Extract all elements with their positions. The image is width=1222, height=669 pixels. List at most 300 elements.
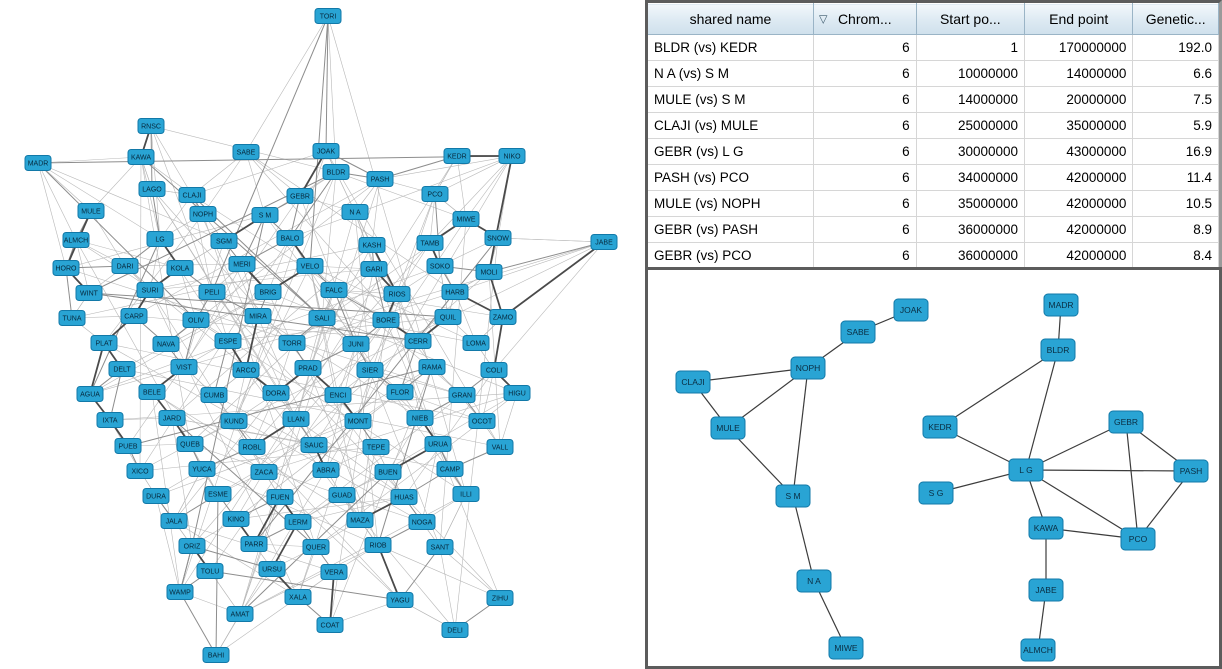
column-header-label: Chrom...: [837, 11, 892, 27]
svg-text:MIWE: MIWE: [456, 216, 476, 224]
svg-text:GUAD: GUAD: [331, 492, 353, 500]
network-node[interactable]: [295, 361, 321, 376]
cell-shared-name[interactable]: GEBR (vs) PASH: [648, 217, 813, 243]
svg-text:N A: N A: [807, 575, 821, 586]
network-node[interactable]: [252, 208, 278, 223]
svg-text:NAVA: NAVA: [156, 341, 176, 349]
cell-shared-name[interactable]: PASH (vs) PCO: [648, 165, 813, 191]
network-node[interactable]: [285, 515, 311, 530]
network-node[interactable]: [201, 388, 227, 403]
svg-text:NOPH: NOPH: [795, 362, 821, 373]
network-node[interactable]: [329, 488, 355, 503]
svg-text:SNOW: SNOW: [487, 235, 509, 243]
svg-text:JABE: JABE: [1035, 584, 1057, 595]
svg-text:CLAJI: CLAJI: [182, 192, 202, 200]
svg-text:KUND: KUND: [224, 418, 244, 426]
network-node[interactable]: [422, 187, 448, 202]
svg-text:VIST: VIST: [176, 364, 192, 372]
network-node[interactable]: [504, 386, 530, 401]
network-node[interactable]: [384, 287, 410, 302]
network-node[interactable]: [425, 437, 451, 452]
svg-text:HORO: HORO: [55, 265, 77, 273]
network-node[interactable]: [128, 150, 154, 165]
svg-text:HARB: HARB: [445, 289, 465, 297]
cell-shared-name[interactable]: BLDR (vs) KEDR: [648, 35, 813, 61]
network-node[interactable]: [109, 362, 135, 377]
network-node[interactable]: [313, 463, 339, 478]
network-node[interactable]: [267, 490, 293, 505]
cell-value[interactable]: 6: [813, 113, 916, 139]
cell-value[interactable]: 11.4: [1133, 165, 1219, 191]
network-node[interactable]: [239, 440, 265, 455]
svg-text:PARR: PARR: [244, 541, 264, 549]
cell-value[interactable]: 6: [813, 217, 916, 243]
svg-text:ALMCH: ALMCH: [1023, 644, 1053, 655]
svg-text:MADR: MADR: [27, 160, 49, 168]
network-node[interactable]: [469, 414, 495, 429]
cell-value[interactable]: 6: [813, 61, 916, 87]
cell-value[interactable]: 6: [813, 87, 916, 113]
svg-text:GARI: GARI: [365, 266, 383, 274]
cell-value[interactable]: 10.5: [1133, 191, 1219, 217]
svg-text:PELI: PELI: [204, 289, 220, 297]
network-node[interactable]: [78, 204, 104, 219]
svg-text:KAWA: KAWA: [130, 154, 152, 162]
svg-text:JABE: JABE: [595, 239, 613, 247]
svg-text:MAZA: MAZA: [350, 517, 370, 525]
network-node[interactable]: [77, 387, 103, 402]
network-node[interactable]: [347, 513, 373, 528]
svg-text:BALO: BALO: [280, 235, 300, 243]
svg-text:SURI: SURI: [141, 287, 159, 295]
table-row[interactable]: [648, 243, 1219, 269]
cell-value[interactable]: 30000000: [916, 139, 1024, 165]
network-node[interactable]: [233, 363, 259, 378]
svg-text:CAMP: CAMP: [439, 466, 461, 474]
network-node[interactable]: [199, 285, 225, 300]
svg-text:NIEB: NIEB: [411, 415, 429, 423]
network-node[interactable]: [365, 538, 391, 553]
network-node[interactable]: [221, 414, 247, 429]
svg-text:ZACA: ZACA: [254, 469, 274, 477]
network-node[interactable]: [197, 564, 223, 579]
network-node[interactable]: [25, 156, 51, 171]
network-node[interactable]: [203, 648, 229, 663]
cell-value[interactable]: 42000000: [1025, 217, 1133, 243]
svg-text:SABE: SABE: [236, 149, 256, 157]
svg-text:SABE: SABE: [846, 326, 870, 337]
network-node[interactable]: [177, 437, 203, 452]
svg-text:LOMA: LOMA: [466, 340, 486, 348]
network-node[interactable]: [361, 262, 387, 277]
svg-text:ZIHU: ZIHU: [491, 595, 509, 603]
cell-value[interactable]: 7.5: [1133, 87, 1219, 113]
svg-text:MIRA: MIRA: [249, 313, 267, 321]
network-node[interactable]: [303, 540, 329, 555]
subnetwork-node[interactable]: [923, 416, 957, 438]
cell-shared-name[interactable]: N A (vs) S M: [648, 61, 813, 87]
cell-shared-name[interactable]: GEBR (vs) PCO: [648, 243, 813, 269]
network-node[interactable]: [375, 465, 401, 480]
svg-text:ESME: ESME: [208, 491, 228, 499]
network-node[interactable]: [342, 205, 368, 220]
svg-text:JARD: JARD: [162, 415, 182, 423]
column-header-2[interactable]: [813, 4, 916, 35]
network-node[interactable]: [167, 585, 193, 600]
network-node[interactable]: [233, 145, 259, 160]
svg-text:KASH: KASH: [362, 242, 382, 250]
network-node[interactable]: [143, 489, 169, 504]
network-node[interactable]: [323, 165, 349, 180]
network-node[interactable]: [487, 440, 513, 455]
svg-text:KEDR: KEDR: [447, 153, 467, 161]
cell-value[interactable]: 6: [813, 35, 916, 61]
subnetwork-node[interactable]: [1041, 339, 1075, 361]
network-node[interactable]: [76, 286, 102, 301]
svg-text:BAHI: BAHI: [207, 652, 225, 660]
subnetwork-node[interactable]: [676, 371, 710, 393]
network-node[interactable]: [476, 265, 502, 280]
cell-value[interactable]: 43000000: [1025, 139, 1133, 165]
svg-text:COAT: COAT: [320, 622, 340, 630]
edge-table[interactable]: [648, 3, 1219, 295]
svg-text:RNSC: RNSC: [141, 123, 161, 131]
svg-text:XICO: XICO: [131, 468, 149, 476]
cell-shared-name[interactable]: MULE (vs) S M: [648, 87, 813, 113]
network-node[interactable]: [417, 236, 443, 251]
svg-text:SOKO: SOKO: [429, 263, 451, 271]
svg-text:S G: S G: [928, 487, 944, 498]
svg-text:VERA: VERA: [324, 569, 344, 577]
cell-value[interactable]: 6: [813, 139, 916, 165]
subnetwork-node[interactable]: [841, 321, 875, 343]
subnetwork-node[interactable]: [1009, 459, 1043, 481]
cell-value[interactable]: 35000000: [916, 191, 1024, 217]
network-node[interactable]: [121, 309, 147, 324]
network-node[interactable]: [437, 462, 463, 477]
svg-text:MERI: MERI: [233, 261, 251, 269]
svg-text:MULE: MULE: [81, 208, 101, 216]
svg-text:ABRA: ABRA: [316, 467, 336, 475]
subnetwork-node[interactable]: [1109, 411, 1143, 433]
cell-value[interactable]: 1: [916, 35, 1024, 61]
network-node[interactable]: [481, 363, 507, 378]
cell-value[interactable]: 16.9: [1133, 139, 1219, 165]
svg-text:S M: S M: [785, 490, 801, 501]
subnetwork-node[interactable]: [1121, 528, 1155, 550]
svg-text:N A: N A: [349, 209, 361, 217]
svg-text:RIOB: RIOB: [369, 542, 387, 550]
svg-text:OLIV: OLIV: [188, 317, 204, 325]
network-node[interactable]: [53, 261, 79, 276]
subnetwork-node[interactable]: [1021, 639, 1055, 661]
subnetwork-node[interactable]: [1174, 460, 1208, 482]
network-node[interactable]: [167, 261, 193, 276]
network-node[interactable]: [147, 232, 173, 247]
svg-text:KINO: KINO: [227, 516, 245, 524]
svg-text:MADR: MADR: [1048, 299, 1074, 310]
cell-value[interactable]: 34000000: [916, 165, 1024, 191]
network-node[interactable]: [159, 411, 185, 426]
cell-value[interactable]: 20000000: [1025, 87, 1133, 113]
network-node[interactable]: [409, 515, 435, 530]
cell-value[interactable]: 36000000: [916, 217, 1024, 243]
table-row[interactable]: [648, 139, 1219, 165]
cell-value[interactable]: 14000000: [916, 87, 1024, 113]
svg-text:VALL: VALL: [491, 444, 509, 452]
network-node[interactable]: [485, 231, 511, 246]
cell-value[interactable]: 6: [813, 243, 916, 269]
network-node[interactable]: [112, 259, 138, 274]
network-node[interactable]: [405, 334, 431, 349]
column-header-3[interactable]: [916, 4, 1024, 35]
network-node[interactable]: [487, 591, 513, 606]
cell-value[interactable]: 42000000: [1025, 165, 1133, 191]
network-node[interactable]: [139, 385, 165, 400]
svg-text:AGUA: AGUA: [80, 391, 100, 399]
network-node[interactable]: [317, 618, 343, 633]
network-node[interactable]: [301, 438, 327, 453]
svg-text:ILLI: ILLI: [460, 491, 472, 499]
table-row[interactable]: [648, 217, 1219, 243]
table-row[interactable]: [648, 113, 1219, 139]
cell-value[interactable]: 5.9: [1133, 113, 1219, 139]
network-node[interactable]: [255, 285, 281, 300]
network-node[interactable]: [387, 593, 413, 608]
cell-value[interactable]: 8.4: [1133, 243, 1219, 269]
svg-text:TOLU: TOLU: [200, 568, 220, 576]
network-node[interactable]: [419, 360, 445, 375]
network-node[interactable]: [153, 337, 179, 352]
cell-value[interactable]: 8.9: [1133, 217, 1219, 243]
filter-icon[interactable]: ▽: [818, 13, 828, 26]
subnetwork-node[interactable]: [1029, 579, 1063, 601]
subnetwork-node[interactable]: [797, 570, 831, 592]
network-node[interactable]: [171, 360, 197, 375]
subnetwork-node[interactable]: [829, 637, 863, 659]
cell-shared-name[interactable]: CLAJI (vs) MULE: [648, 113, 813, 139]
svg-text:QUIL: QUIL: [439, 314, 457, 322]
cell-value[interactable]: 6: [813, 165, 916, 191]
subnetwork-node[interactable]: [919, 482, 953, 504]
network-node[interactable]: [285, 590, 311, 605]
cell-value[interactable]: 42000000: [1025, 191, 1133, 217]
network-node[interactable]: [490, 310, 516, 325]
network-node[interactable]: [245, 309, 271, 324]
table-row[interactable]: [648, 87, 1219, 113]
subnetwork-canvas[interactable]: [648, 270, 1219, 666]
cell-value[interactable]: 42000000: [1025, 243, 1133, 269]
network-node[interactable]: [59, 311, 85, 326]
network-node[interactable]: [499, 149, 525, 164]
table-row[interactable]: [648, 61, 1219, 87]
network-node[interactable]: [138, 119, 164, 134]
network-node[interactable]: [357, 363, 383, 378]
network-node[interactable]: [189, 462, 215, 477]
network-node[interactable]: [183, 313, 209, 328]
network-node[interactable]: [367, 172, 393, 187]
subnetwork-node[interactable]: [1044, 294, 1078, 316]
network-node[interactable]: [97, 413, 123, 428]
network-node[interactable]: [315, 9, 341, 24]
network-node[interactable]: [297, 259, 323, 274]
svg-text:ENCI: ENCI: [329, 392, 347, 400]
svg-text:MULE: MULE: [716, 422, 740, 433]
network-node[interactable]: [223, 512, 249, 527]
table-body[interactable]: [648, 35, 1219, 295]
network-node[interactable]: [387, 385, 413, 400]
network-node[interactable]: [259, 562, 285, 577]
network-node[interactable]: [229, 257, 255, 272]
subnetwork-view[interactable]: [645, 267, 1222, 669]
network-node[interactable]: [453, 487, 479, 502]
svg-text:JOAK: JOAK: [899, 304, 923, 315]
network-node[interactable]: [283, 412, 309, 427]
svg-text:DORA: DORA: [265, 390, 287, 398]
svg-text:PLAT: PLAT: [95, 340, 113, 348]
svg-text:XALA: XALA: [289, 594, 307, 602]
network-node[interactable]: [279, 336, 305, 351]
table-row[interactable]: [648, 165, 1219, 191]
svg-text:PUEB: PUEB: [118, 443, 138, 451]
cell-value[interactable]: 36000000: [916, 243, 1024, 269]
svg-text:DURA: DURA: [146, 493, 166, 501]
network-node[interactable]: [407, 411, 433, 426]
subnetwork-node[interactable]: [791, 357, 825, 379]
network-node[interactable]: [215, 334, 241, 349]
network-node[interactable]: [321, 283, 347, 298]
column-header-4[interactable]: [1025, 4, 1133, 35]
network-node[interactable]: [391, 490, 417, 505]
network-node[interactable]: [251, 465, 277, 480]
table-header-row[interactable]: [648, 4, 1219, 35]
svg-text:TAMB: TAMB: [420, 240, 440, 248]
network-node[interactable]: [115, 439, 141, 454]
network-node[interactable]: [205, 487, 231, 502]
cell-value[interactable]: 35000000: [1025, 113, 1133, 139]
svg-text:QUEB: QUEB: [180, 441, 200, 449]
table-row[interactable]: [648, 35, 1219, 61]
network-node[interactable]: [463, 336, 489, 351]
network-node[interactable]: [449, 388, 475, 403]
network-node[interactable]: [127, 464, 153, 479]
edge-table-panel[interactable]: [645, 0, 1222, 267]
cell-value[interactable]: 192.0: [1133, 35, 1219, 61]
cell-value[interactable]: 6: [813, 191, 916, 217]
svg-text:KEDR: KEDR: [928, 421, 952, 432]
network-node[interactable]: [179, 539, 205, 554]
svg-text:SIER: SIER: [361, 367, 379, 375]
column-header-label: Start po...: [939, 11, 1001, 27]
network-node[interactable]: [137, 283, 163, 298]
svg-text:HIGU: HIGU: [508, 390, 526, 398]
network-node[interactable]: [444, 149, 470, 164]
network-node[interactable]: [325, 388, 351, 403]
network-node[interactable]: [63, 233, 89, 248]
svg-text:RAMA: RAMA: [421, 364, 443, 372]
svg-text:URUA: URUA: [428, 441, 448, 449]
network-node[interactable]: [309, 311, 335, 326]
svg-text:DELI: DELI: [447, 627, 463, 635]
network-node[interactable]: [91, 336, 117, 351]
network-node[interactable]: [139, 182, 165, 197]
network-node[interactable]: [277, 231, 303, 246]
svg-text:TORR: TORR: [282, 340, 302, 348]
svg-text:FALC: FALC: [325, 287, 343, 295]
cell-value[interactable]: 14000000: [1025, 61, 1133, 87]
svg-text:PCO: PCO: [1128, 533, 1148, 544]
network-node[interactable]: [345, 414, 371, 429]
column-header-label: shared name: [689, 11, 772, 27]
network-node[interactable]: [442, 623, 468, 638]
cell-value[interactable]: 170000000: [1025, 35, 1133, 61]
network-node[interactable]: [211, 234, 237, 249]
network-node[interactable]: [321, 565, 347, 580]
svg-text:AMAT: AMAT: [230, 611, 250, 619]
column-header-5[interactable]: [1133, 4, 1219, 35]
subnetwork-edges: [693, 305, 1191, 650]
network-node[interactable]: [343, 337, 369, 352]
network-node[interactable]: [435, 310, 461, 325]
network-node[interactable]: [427, 540, 453, 555]
network-node[interactable]: [313, 144, 339, 159]
svg-text:LG: LG: [155, 236, 165, 244]
svg-text:JOAK: JOAK: [316, 148, 336, 156]
cell-value[interactable]: 25000000: [916, 113, 1024, 139]
network-node[interactable]: [241, 537, 267, 552]
svg-text:TEPE: TEPE: [366, 444, 386, 452]
svg-text:GEBR: GEBR: [290, 193, 310, 201]
cell-shared-name[interactable]: GEBR (vs) L G: [648, 139, 813, 165]
network-node[interactable]: [263, 386, 289, 401]
network-node[interactable]: [179, 188, 205, 203]
svg-text:SANT: SANT: [430, 544, 450, 552]
subnetwork-node[interactable]: [711, 417, 745, 439]
subnetwork-node[interactable]: [776, 485, 810, 507]
svg-text:ZAMO: ZAMO: [492, 314, 514, 322]
svg-text:MOLI: MOLI: [480, 269, 498, 277]
svg-text:GEBR: GEBR: [1113, 416, 1139, 427]
network-node[interactable]: [190, 207, 216, 222]
subnetwork-node[interactable]: [1029, 517, 1063, 539]
network-node[interactable]: [373, 313, 399, 328]
column-header-1[interactable]: [648, 4, 813, 35]
svg-text:CARP: CARP: [124, 313, 144, 321]
subnetwork-node[interactable]: [894, 299, 928, 321]
svg-text:KOLA: KOLA: [170, 265, 190, 273]
network-node[interactable]: [363, 440, 389, 455]
svg-text:KAWA: KAWA: [1033, 522, 1059, 533]
network-node[interactable]: [442, 285, 468, 300]
cell-shared-name[interactable]: MULE (vs) NOPH: [648, 191, 813, 217]
svg-text:JUNI: JUNI: [348, 341, 364, 349]
network-node[interactable]: [227, 607, 253, 622]
svg-text:ARCO: ARCO: [235, 367, 257, 375]
svg-text:GRAN: GRAN: [451, 392, 473, 400]
svg-text:LLAN: LLAN: [287, 416, 305, 424]
network-node[interactable]: [359, 238, 385, 253]
network-node[interactable]: [287, 189, 313, 204]
network-node[interactable]: [591, 235, 617, 250]
table-row[interactable]: [648, 191, 1219, 217]
network-node[interactable]: [427, 259, 453, 274]
network-node[interactable]: [161, 514, 187, 529]
network-node[interactable]: [453, 212, 479, 227]
cell-value[interactable]: 10000000: [916, 61, 1024, 87]
svg-text:VELO: VELO: [300, 263, 320, 271]
cell-value[interactable]: 6.6: [1133, 61, 1219, 87]
svg-text:PASH: PASH: [1179, 465, 1203, 476]
